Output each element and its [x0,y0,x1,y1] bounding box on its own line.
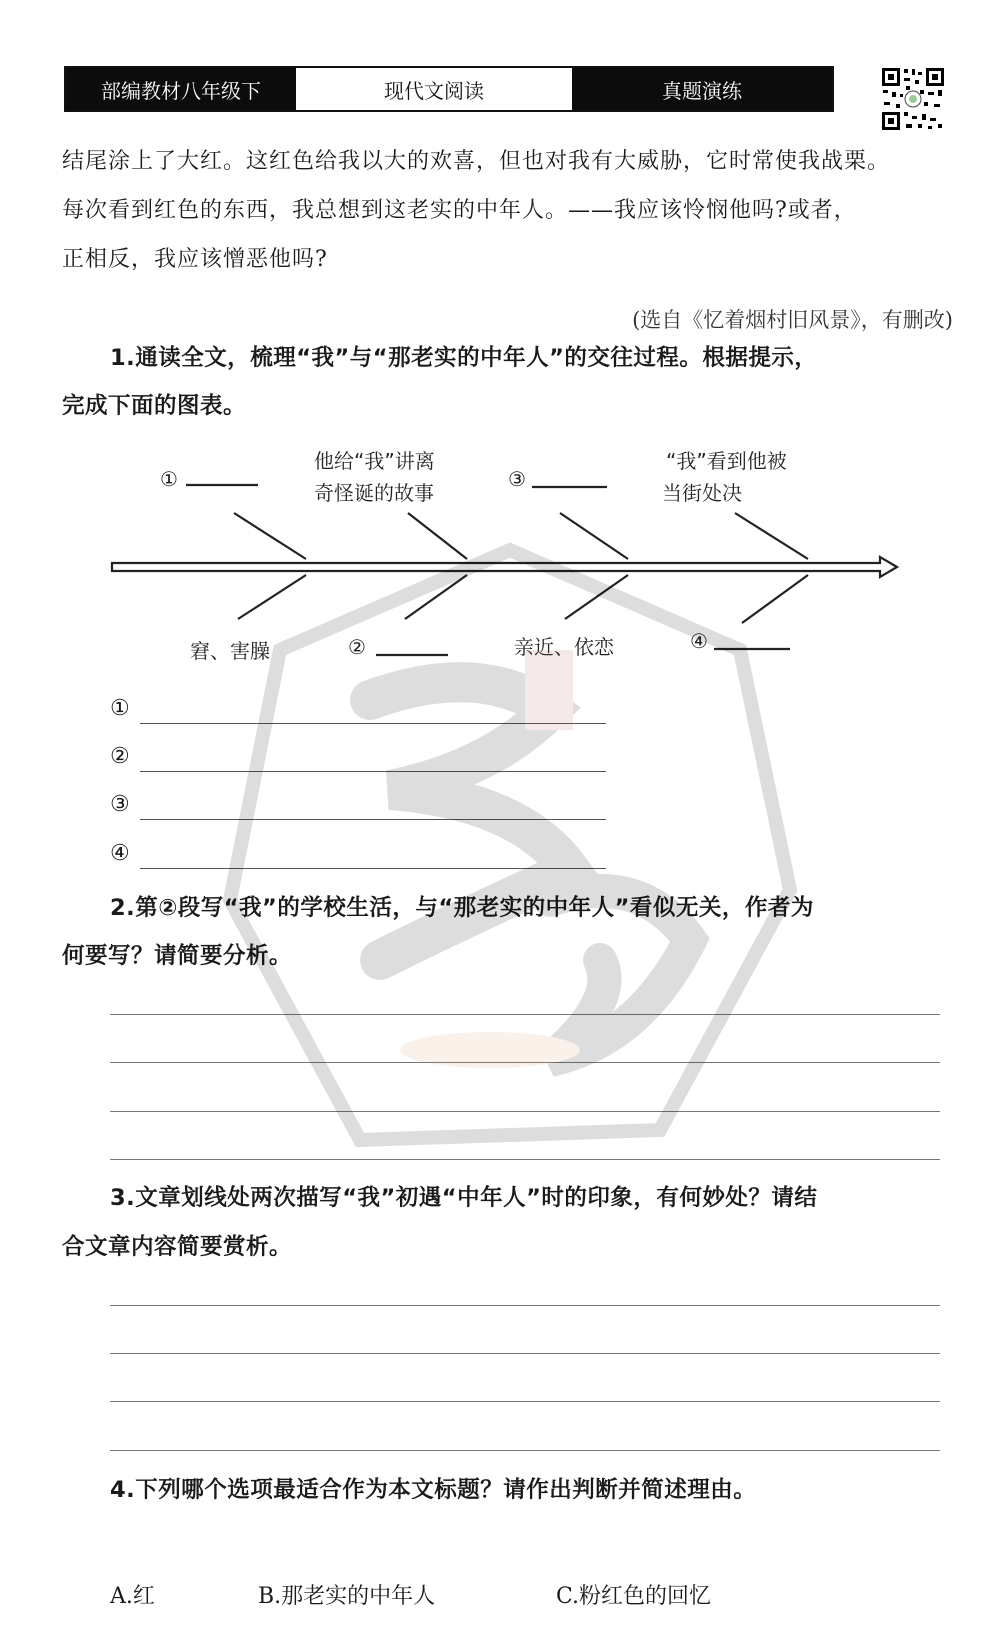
diagram-marker-4: ④ [690,629,708,653]
diagram-top-label-4-line-2: 当街处决 [662,481,742,505]
qr-code-icon [880,66,946,132]
answer-line[interactable] [110,1062,940,1063]
question-3-line-2: 合文章内容简要赏析。 [62,1234,293,1260]
answer-blank-1[interactable] [110,696,606,726]
question-1-line-1: 1.通读全文，梳理“我”与“那老实的中年人”的交往过程。根据提示， [110,345,818,371]
answer-line[interactable] [110,1450,940,1451]
answer-blank-2[interactable] [110,744,606,774]
diagram-marker-1: ① [160,467,178,491]
option-b[interactable]: B.那老实的中年人 [258,1584,436,1609]
blank-number: ① [110,696,130,721]
answer-blank-4[interactable] [110,841,606,871]
answer-line[interactable] [110,1111,940,1112]
passage-source: (选自《忆着烟村旧风景》，有删改) [632,308,953,332]
header-practice: 真题演练 [572,68,832,110]
header-section: 现代文阅读 [296,68,572,110]
blank-number: ③ [110,792,130,817]
passage-line-1: 结尾涂上了大红。这红色给我以大的欢喜，但也对我有大威胁，它时常使我战栗。 [62,149,891,174]
question-4: 4.下列哪个选项最适合作为本文标题？请作出判断并简述理由。 [110,1477,757,1503]
blank-number: ② [110,744,130,769]
diagram-top-label-4-line-1: “我”看到他被 [666,449,787,473]
answer-line[interactable] [110,1305,940,1306]
diagram-bottom-label-3: 亲近、依恋 [514,635,614,659]
answer-line[interactable] [110,1401,940,1402]
question-2-line-1: 2.第②段写“我”的学校生活，与“那老实的中年人”看似无关，作者为 [110,895,814,921]
question-1-line-2: 完成下面的图表。 [62,393,247,419]
blank-number: ④ [110,841,130,866]
question-2-line-2: 何要写？请简要分析。 [62,943,293,969]
question-3-line-1: 3.文章划线处两次描写“我”初遇“中年人”时的印象，有何妙处？请结 [110,1185,818,1211]
answer-blank-3[interactable] [110,792,606,822]
passage-line-3: 正相反，我应该憎恶他吗? [62,247,328,272]
diagram-top-label-2-line-2: 奇怪诞的故事 [314,481,434,505]
header-bar [64,66,834,112]
answer-line[interactable] [110,1159,940,1160]
passage-line-2: 每次看到红色的东西，我总想到这老实的中年人。——我应该怜悯他吗?或者， [62,198,857,223]
answer-line[interactable] [110,1014,940,1015]
diagram-marker-2: ② [348,635,366,659]
diagram-marker-3: ③ [508,467,526,491]
fishbone-diagram [110,449,940,695]
option-a[interactable]: A.红 [110,1584,155,1609]
header-grade: 部编教材八年级下 [66,68,296,110]
diagram-top-label-2-line-1: 他给“我”讲离 [314,449,435,473]
option-c[interactable]: C.粉红色的回忆 [556,1584,712,1609]
answer-line[interactable] [110,1353,940,1354]
diagram-bottom-label-1: 窘、害臊 [190,639,270,663]
